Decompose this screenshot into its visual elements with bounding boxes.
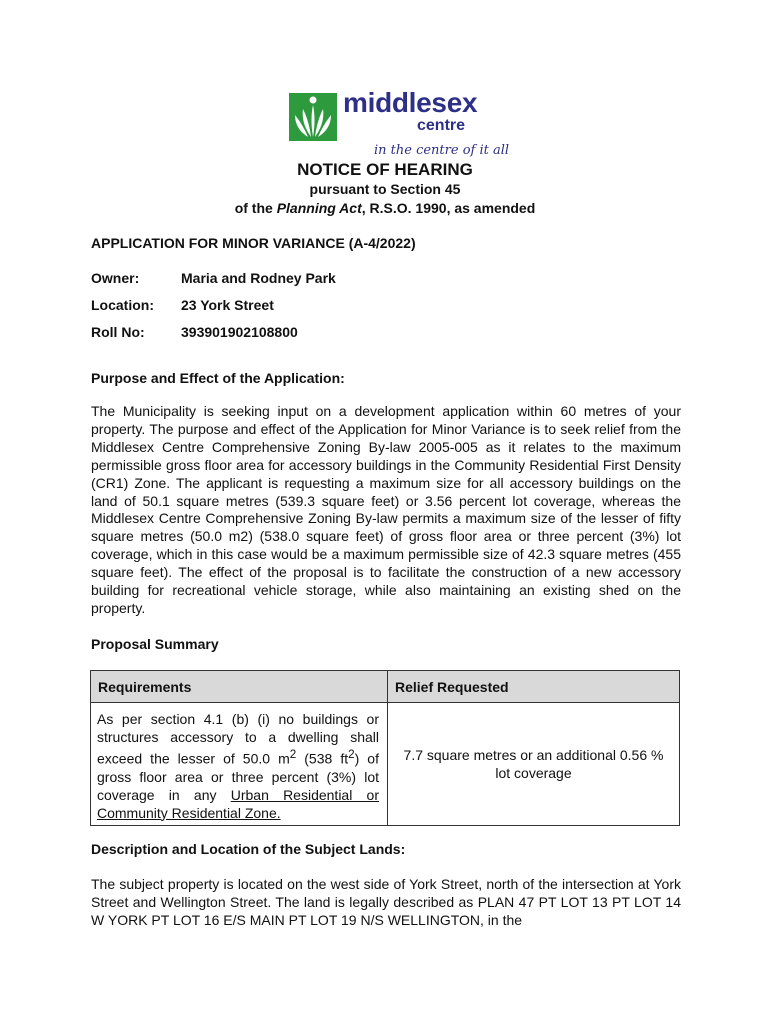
subtitle-suffix: , R.S.O. 1990, as amended bbox=[361, 200, 536, 216]
location-value: 23 York Street bbox=[181, 297, 274, 313]
proposal-summary-heading: Proposal Summary bbox=[91, 636, 219, 652]
application-heading: APPLICATION FOR MINOR VARIANCE (A-4/2022) bbox=[91, 235, 416, 251]
owner-value: Maria and Rodney Park bbox=[181, 270, 336, 286]
notice-subtitle-section: pursuant to Section 45 bbox=[309, 181, 461, 197]
notice-title: NOTICE OF HEARING bbox=[297, 160, 473, 179]
description-heading: Description and Location of the Subject Lands: bbox=[91, 841, 406, 857]
logo-centre-text: centre bbox=[417, 117, 466, 134]
purpose-paragraph: The Municipality is seeking input on a development application within 60 metres of your property. The purpose and effect of the Application for Minor Variance is to seek relief from the Middlesex Centre Comprehensive Zoning By-law 2005-005 as it relates to the maximum permissible gross floor area for accessory buildings in the Community Residential First Density (CR1) Zone. The applicant is requesting a maximum size for all accessory buildings on the land of 50.1 square metres (539.3 square feet) or 3.56 percent lot coverage, whereas the Middlesex Centre Comprehensive Zoning By-law permits a maximum size of the lesser of fifty square metres (50.0 m2) (538.0 square feet) of gross floor area or three percent (3%) lot coverage, which in this case would be a maximum permissible size of 42.3 square metres (455 square feet). The effect of the proposal is to facilitate the construction of a new accessory building for recreational vehicle storage, while also maintaining an existing shed on the property. bbox=[91, 403, 681, 616]
notice-subtitle-act bbox=[0, 200, 770, 216]
location-label: Location: bbox=[91, 297, 154, 313]
req-text-part1: As per section 4.1 (b) (i) no buildings or structures accessory to a dwelling shall exceed the lesser of 50.0 m bbox=[97, 711, 379, 767]
req-text-part2: (538 ft bbox=[296, 750, 349, 767]
planning-act-title: Planning Act bbox=[276, 200, 362, 216]
roll-number-label: Roll No: bbox=[91, 324, 145, 340]
req-superscript-2: 2 bbox=[348, 748, 355, 761]
logo-name-text: middlesex bbox=[343, 87, 478, 118]
logo-tagline: in the centre of it all bbox=[374, 143, 510, 158]
relief-cell: 7.7 square metres or an additional 0.56 % lot coverage bbox=[388, 703, 680, 826]
middlesex-centre-logo bbox=[289, 87, 510, 159]
description-paragraph: The subject property is located on the west side of York Street, north of the intersection at York Street and Wellington Street. The land is legally described as PLAN 47 PT LOT 13 PT LOT 14 W YORK PT LOT 16 E/S MAIN PT LOT 19 N/S WELLINGTON, in the bbox=[91, 876, 681, 928]
requirements-column-header: Requirements bbox=[91, 671, 388, 703]
wheat-leaf-icon bbox=[289, 93, 337, 141]
owner-label: Owner: bbox=[91, 270, 140, 286]
subtitle-prefix: of the bbox=[234, 200, 277, 216]
relief-column-header: Relief Requested bbox=[388, 671, 680, 703]
roll-number-value: 393901902108800 bbox=[181, 324, 298, 340]
req-text-part3: ) of gross floor area or three percent (3%) lot coverage in any bbox=[97, 750, 379, 803]
table-header-row bbox=[91, 671, 680, 703]
req-superscript-1: 2 bbox=[289, 748, 297, 761]
proposal-summary-table bbox=[90, 670, 680, 826]
purpose-heading: Purpose and Effect of the Application: bbox=[91, 370, 345, 386]
requirements-cell bbox=[91, 703, 388, 826]
table-row bbox=[91, 703, 680, 826]
zone-reference-link: Urban Residential or Community Residential Zone. bbox=[97, 786, 379, 821]
